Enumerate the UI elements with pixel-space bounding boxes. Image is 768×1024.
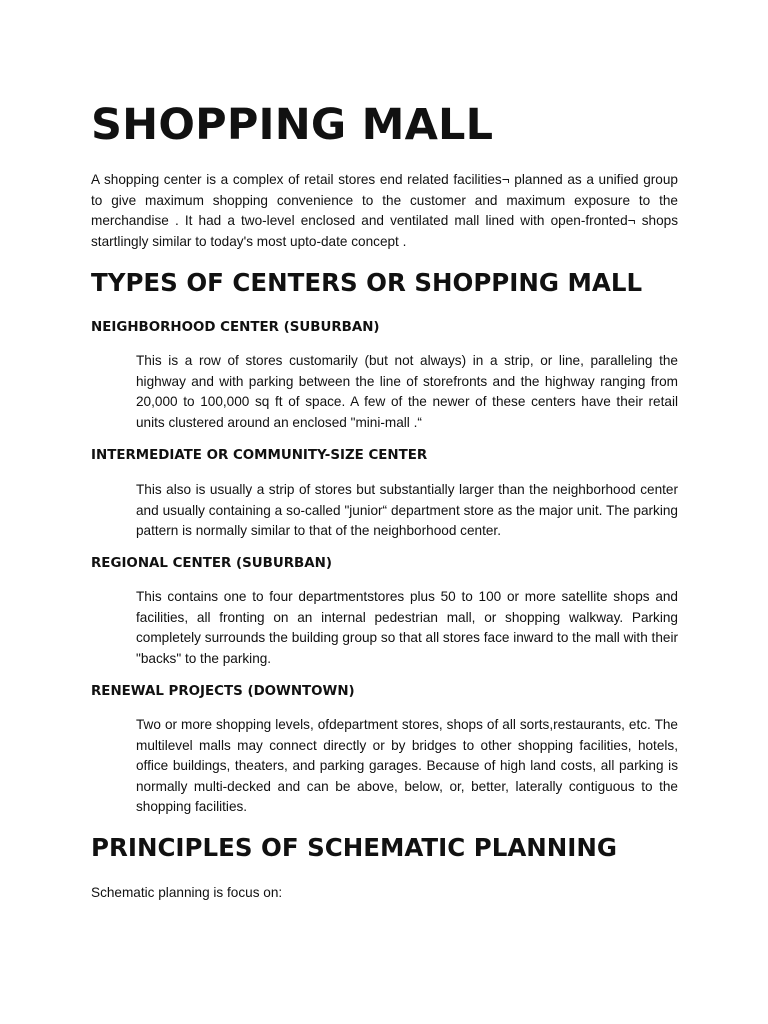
page-title: SHOPPING MALL bbox=[91, 100, 494, 150]
section-heading-renewal: RENEWAL PROJECTS (DOWNTOWN) bbox=[91, 684, 355, 699]
principles-text: Schematic planning is focus on: bbox=[91, 885, 283, 900]
section-heading-regional: REGIONAL CENTER (SUBURBAN) bbox=[91, 556, 332, 571]
section-text-renewal: Two or more shopping levels, ofdepartment stores, shops of all sorts,restaurants, etc. The multilevel malls may connect directly or by bridges to other shopping facilities, hotels, office buildings, theaters, and parking garages. Because of high land costs, all parking is normally multi-decked and can be above, below, or, better, laterally contiguous to the shopping facilities. bbox=[136, 717, 678, 814]
section-text-intermediate: This also is usually a strip of stores but substantially larger than the neighborhood center and usually containing a so-called "junior“ department store as the major unit. The parking pattern is normally similar to that of the neighborhood center. bbox=[136, 482, 678, 538]
intro-paragraph: A shopping center is a complex of retail stores end related facilities¬ planned as a unified group to give maximum shopping convenience to the customer and maximum exposure to the merchandise . It had a two-level enclosed and ventilated mall lined with open-fronted¬ shops startlingly similar to today's most upto-date concept . bbox=[91, 172, 678, 249]
document-page bbox=[91, 0, 678, 1024]
principles-heading: PRINCIPLES OF SCHEMATIC PLANNING bbox=[91, 833, 618, 862]
section-heading-intermediate: INTERMEDIATE OR COMMUNITY-SIZE CENTER bbox=[91, 448, 428, 463]
section-text-regional: This contains one to four departmentstores plus 50 to 100 or more satellite shops and facilities, all fronting on an internal pedestrian mall, or shopping walkway. Parking completely surrounds the building group so that all stores face inward to the mall with their "backs" to the parking. bbox=[136, 589, 678, 666]
section-text-neighborhood: This is a row of stores customarily (but not always) in a strip, or line, paralleling the highway and with parking between the line of storefronts and the highway ranging from 20,000 to 100,000 sq ft of space. A few of the newer of these centers have their retail units clustered around an enclosed "mini-mall .“ bbox=[136, 353, 678, 430]
section-heading-neighborhood: NEIGHBORHOOD CENTER (SUBURBAN) bbox=[91, 320, 380, 335]
types-heading: TYPES OF CENTERS OR SHOPPING MALL bbox=[91, 268, 643, 297]
